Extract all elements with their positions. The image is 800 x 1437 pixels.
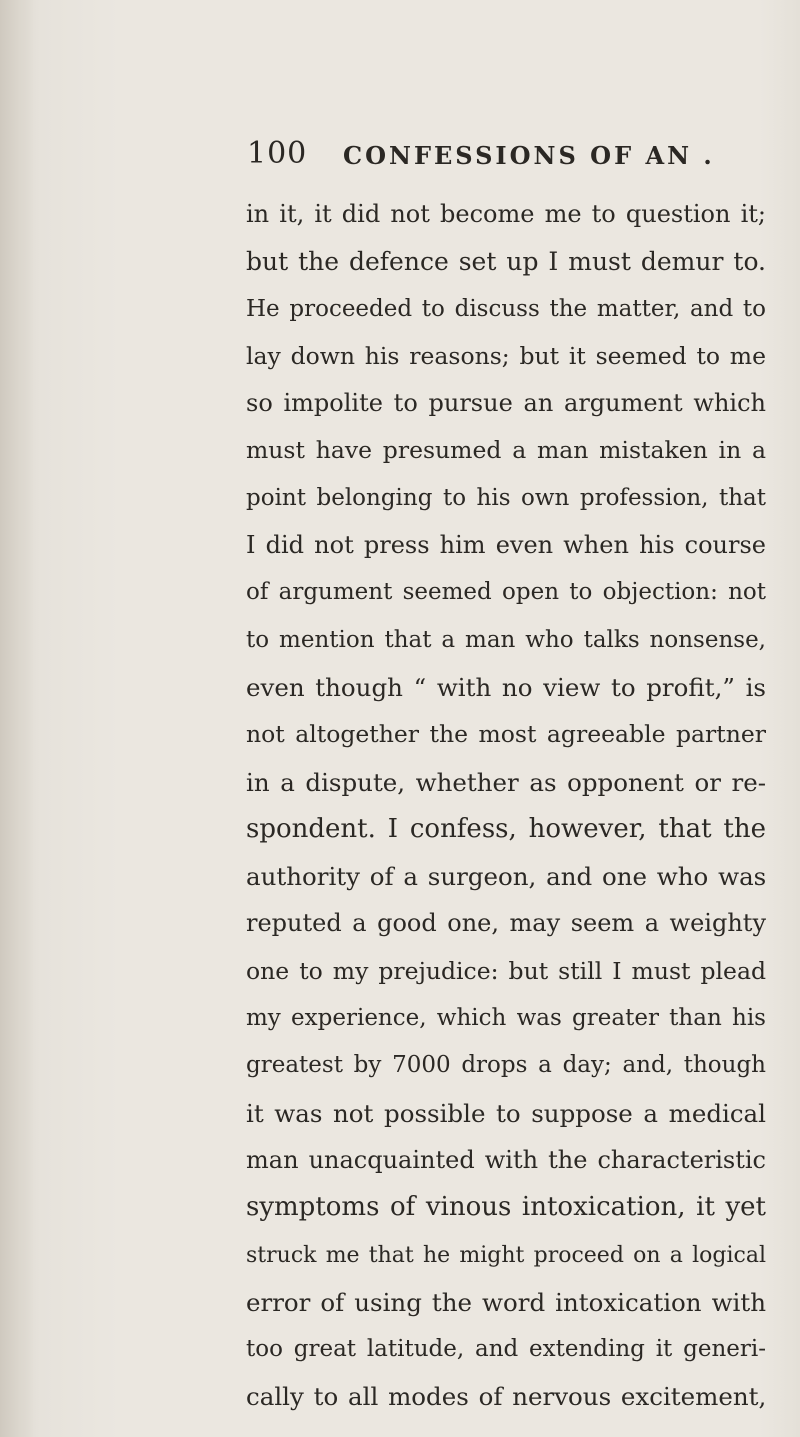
text-line: of argument seemed open to objection: not — [246, 579, 766, 606]
page-number: 100 — [247, 136, 308, 171]
text-line: man unacquainted with the characteristic — [246, 1145, 766, 1174]
text-line: authority of a surgeon, and one who was — [246, 862, 767, 892]
text-line: cally to all modes of nervous excitement, — [246, 1382, 767, 1412]
text-line: but the defence set up I must demur to. — [246, 247, 766, 277]
text-line: my experience, which was greater than his — [246, 1005, 766, 1032]
text-line: symptoms of vinous intoxication, it yet — [246, 1192, 766, 1223]
text-line: I did not press him even when his course — [246, 531, 766, 560]
text-line: He proceeded to discuss the matter, and to — [246, 295, 766, 322]
text-line: point belonging to his own profession, that — [246, 484, 766, 511]
text-line: even though “ with no view to profit,” is — [246, 672, 766, 702]
text-line: in it, it did not become me to question it; — [246, 200, 766, 228]
text-line: greatest by 7000 drops a day; and, though — [246, 1052, 766, 1079]
text-line: lay down his reasons; but it seemed to me — [246, 341, 766, 370]
page-header — [247, 134, 767, 174]
text-line: not altogether the most agreeable partner — [246, 720, 766, 749]
text-line: in a dispute, whether as opponent or re- — [246, 767, 766, 797]
text-line: too great latitude, and extending it generi- — [246, 1336, 766, 1363]
text-line: spondent. I confess, however, that the — [246, 813, 766, 844]
running-head: CONFESSIONS OF AN . — [343, 141, 715, 170]
text-line: error of using the word intoxication with — [246, 1287, 766, 1317]
text-line: to mention that a man who talks nonsense, — [246, 626, 766, 653]
text-line: so impolite to pursue an argument which — [246, 389, 766, 418]
body-text — [246, 191, 766, 1421]
text-line: it was not possible to suppose a medical — [246, 1098, 766, 1128]
text-line: must have presumed a man mistaken in a — [246, 436, 766, 465]
page-gutter — [0, 0, 34, 1437]
text-line: reputed a good one, may seem a weighty — [246, 909, 766, 938]
text-line: one to my prejudice: but still I must plead — [246, 956, 766, 985]
text-line: struck me that he might proceed on a logical — [246, 1242, 766, 1268]
